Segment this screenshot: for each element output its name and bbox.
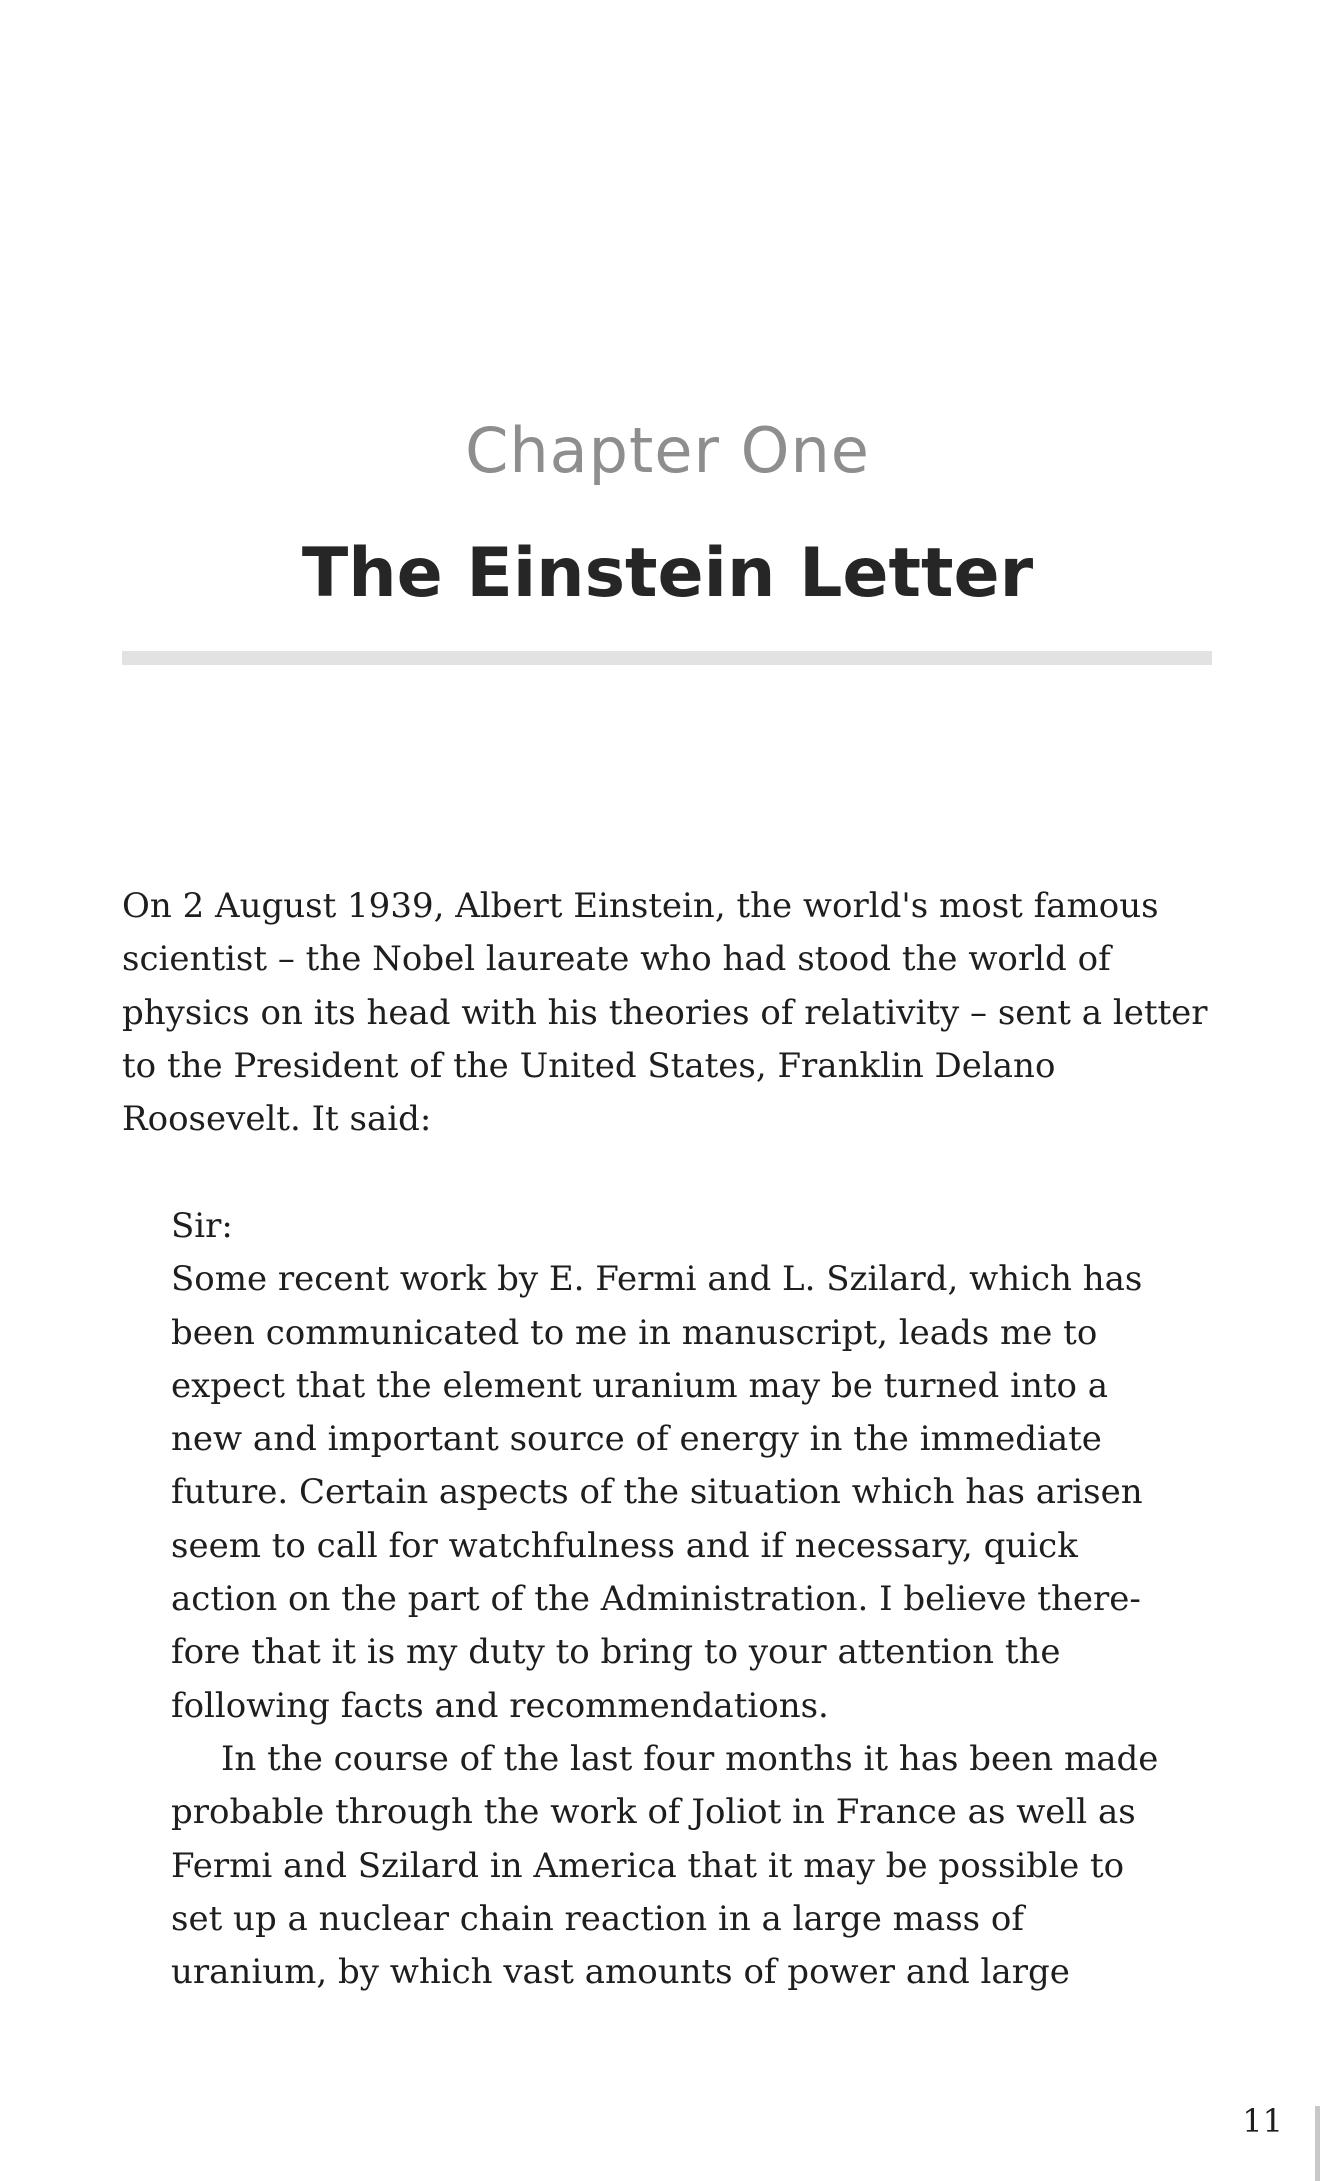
- intro-line: physics on its head with his theories of relativity – sent a letter: [122, 992, 1208, 1033]
- letter-quote: [171, 1200, 1230, 1999]
- letter-line: uranium, by which vast amounts of power and large: [171, 1952, 1070, 1993]
- intro-paragraph: [122, 880, 1230, 1146]
- letter-line: probable through the work of Joliot in France as well as: [171, 1792, 1136, 1833]
- page-number: 11: [1242, 2102, 1283, 2140]
- title-rule: [122, 651, 1212, 665]
- intro-line: scientist – the Nobel laureate who had stood the world of: [122, 939, 1111, 980]
- letter-salutation: Sir:: [171, 1206, 233, 1246]
- intro-line: to the President of the United States, Franklin Delano: [122, 1045, 1056, 1086]
- letter-line: seem to call for watchfulness and if necessary, quick: [171, 1525, 1078, 1566]
- letter-line: following facts and recommendations.: [171, 1685, 829, 1726]
- letter-line: new and important source of energy in the immediate: [171, 1419, 1102, 1460]
- page-edge-mark: [1315, 2106, 1320, 2181]
- letter-line: Fermi and Szilard in America that it may be possible to: [171, 1845, 1125, 1886]
- letter-line: action on the part of the Administration. I believe there-: [171, 1579, 1141, 1620]
- chapter-title: The Einstein Letter: [301, 534, 1034, 613]
- letter-line: expect that the element uranium may be turned into a: [171, 1365, 1109, 1406]
- intro-line: Roosevelt. It said:: [122, 1099, 432, 1140]
- chapter-label: Chapter One: [465, 414, 870, 487]
- letter-line: In the course of the last four months it has been made: [221, 1738, 1159, 1779]
- letter-line: Some recent work by E. Fermi and L. Szilard, which has: [171, 1259, 1143, 1300]
- intro-line: On 2 August 1939, Albert Einstein, the world's most famous: [122, 886, 1159, 926]
- letter-line: fore that it is my duty to bring to your attention the: [171, 1632, 1061, 1673]
- letter-line: set up a nuclear chain reaction in a large mass of: [171, 1898, 1024, 1939]
- letter-line: been communicated to me in manuscript, leads me to: [171, 1312, 1098, 1353]
- letter-line: future. Certain aspects of the situation which has arisen: [171, 1472, 1143, 1513]
